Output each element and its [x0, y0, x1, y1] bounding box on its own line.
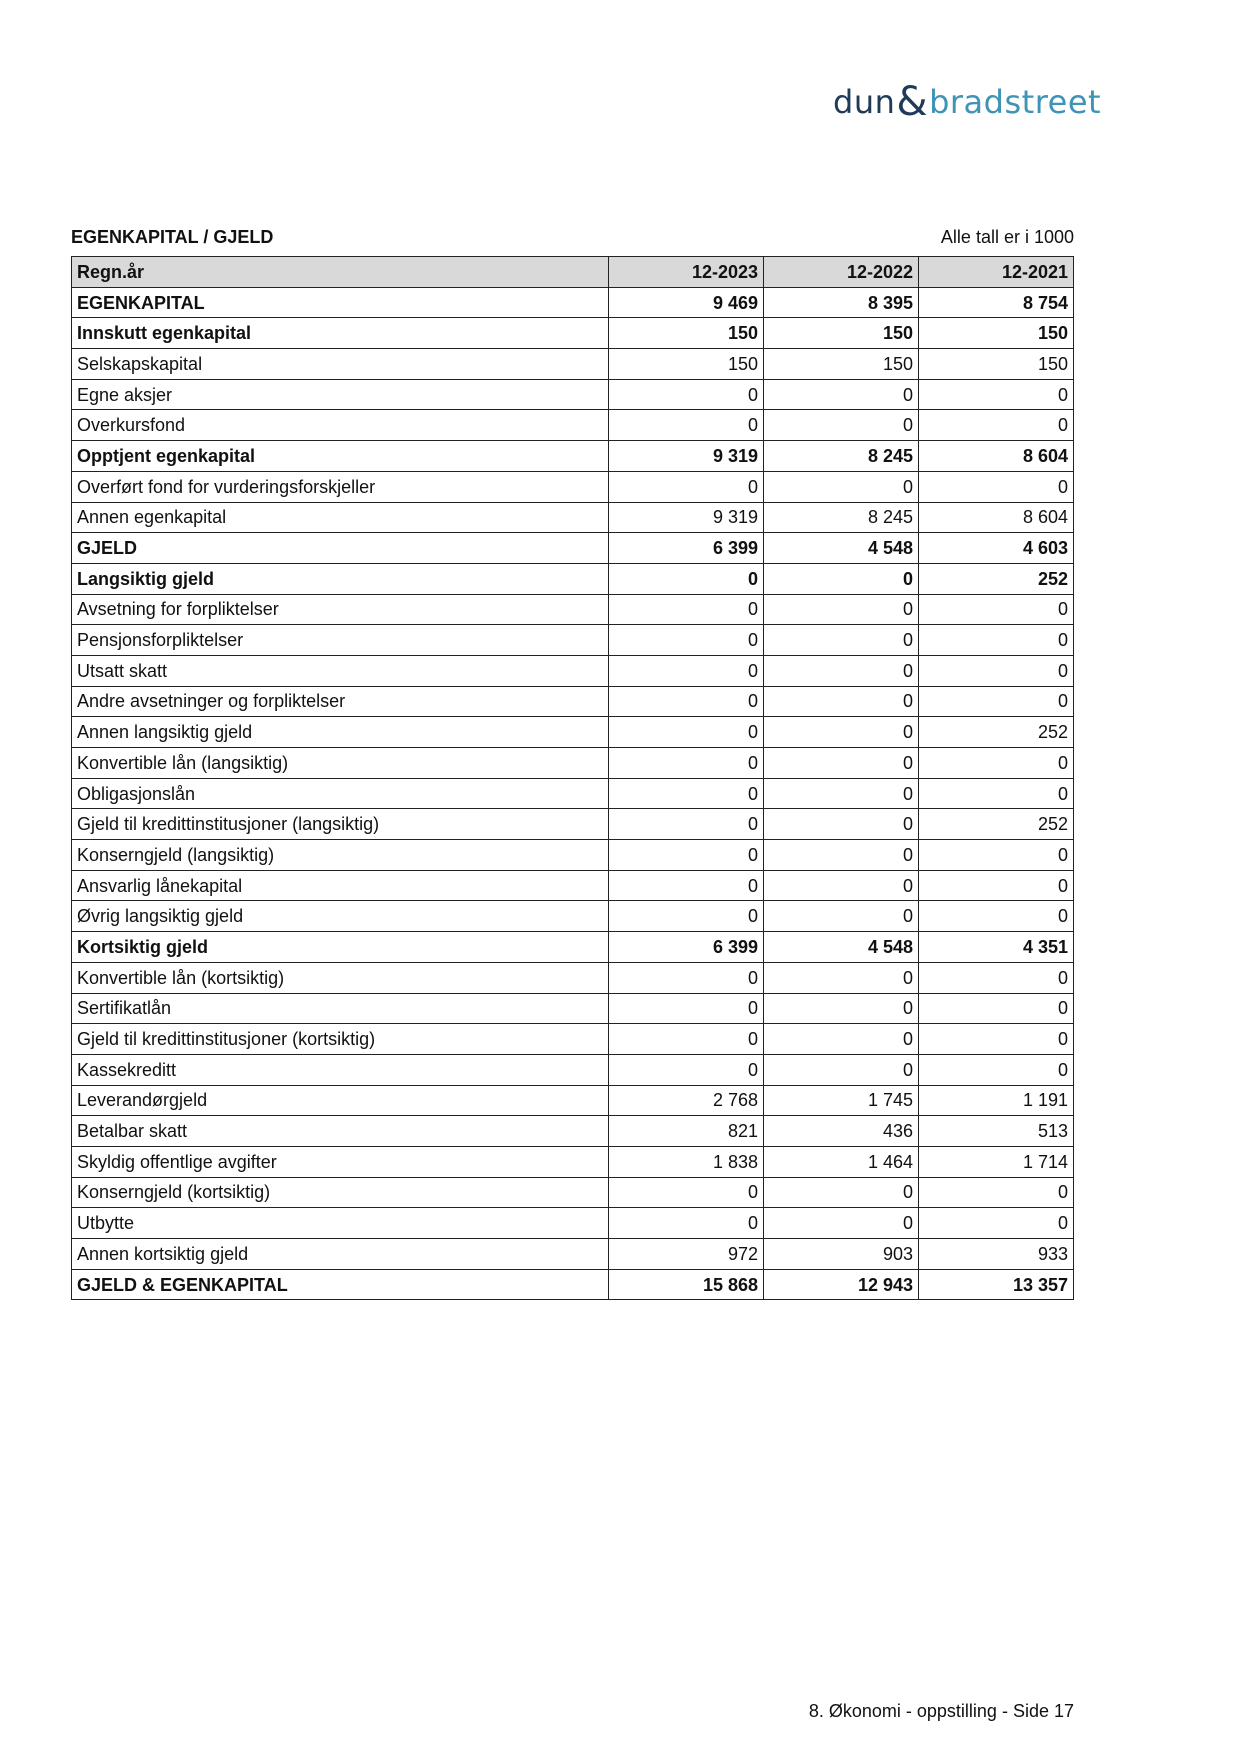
row-label: Utsatt skatt [72, 655, 609, 686]
row-value: 0 [609, 686, 764, 717]
row-label: Egne aksjer [72, 379, 609, 410]
table-row [72, 1269, 1074, 1300]
row-value: 0 [609, 778, 764, 809]
row-label: Selskapskapital [72, 349, 609, 380]
row-label: Kassekreditt [72, 1054, 609, 1085]
row-value: 0 [919, 594, 1074, 625]
row-label: Annen kortsiktig gjeld [72, 1239, 609, 1270]
row-value: 903 [764, 1239, 919, 1270]
row-value: 0 [919, 1177, 1074, 1208]
row-label: Avsetning for forpliktelser [72, 594, 609, 625]
row-value: 0 [609, 379, 764, 410]
row-value: 0 [764, 809, 919, 840]
table-row [72, 870, 1074, 901]
row-value: 0 [764, 840, 919, 871]
row-value: 0 [764, 748, 919, 779]
row-value: 8 245 [764, 502, 919, 533]
row-value: 0 [764, 1024, 919, 1055]
table-row [72, 625, 1074, 656]
table-header-row [72, 257, 1074, 288]
header-year-2021: 12-2021 [919, 257, 1074, 288]
row-value: 0 [609, 993, 764, 1024]
row-value: 0 [919, 655, 1074, 686]
table-row [72, 594, 1074, 625]
logo-text-bradstreet: bradstreet [929, 83, 1102, 121]
row-value: 0 [609, 625, 764, 656]
row-label: Utbytte [72, 1208, 609, 1239]
row-value: 8 604 [919, 441, 1074, 472]
row-value: 4 351 [919, 932, 1074, 963]
row-value: 15 868 [609, 1269, 764, 1300]
row-value: 933 [919, 1239, 1074, 1270]
row-value: 150 [919, 318, 1074, 349]
row-value: 0 [764, 625, 919, 656]
row-label: Konvertible lån (langsiktig) [72, 748, 609, 779]
row-label: Pensjonsforpliktelser [72, 625, 609, 656]
row-value: 436 [764, 1116, 919, 1147]
row-label: Leverandørgjeld [72, 1085, 609, 1116]
table-row [72, 1146, 1074, 1177]
table-row [72, 563, 1074, 594]
row-label: Overført fond for vurderingsforskjeller [72, 471, 609, 502]
row-value: 8 395 [764, 287, 919, 318]
table-row [72, 778, 1074, 809]
table-row [72, 840, 1074, 871]
row-value: 150 [609, 318, 764, 349]
table-row [72, 809, 1074, 840]
row-value: 4 548 [764, 533, 919, 564]
header-year-2023: 12-2023 [609, 257, 764, 288]
table-row [72, 410, 1074, 441]
row-value: 0 [609, 471, 764, 502]
table-row [72, 686, 1074, 717]
row-value: 1 191 [919, 1085, 1074, 1116]
row-value: 0 [764, 379, 919, 410]
table-row [72, 901, 1074, 932]
row-value: 12 943 [764, 1269, 919, 1300]
row-value: 0 [609, 1208, 764, 1239]
table-row [72, 471, 1074, 502]
row-label: Ansvarlig lånekapital [72, 870, 609, 901]
row-label: Kortsiktig gjeld [72, 932, 609, 963]
table-row [72, 1177, 1074, 1208]
row-value: 0 [609, 594, 764, 625]
row-value: 0 [764, 471, 919, 502]
table-row [72, 962, 1074, 993]
equity-liabilities-table [71, 256, 1074, 1300]
row-value: 0 [764, 1054, 919, 1085]
row-label: Konvertible lån (kortsiktig) [72, 962, 609, 993]
row-label: Gjeld til kredittinstitusjoner (kortsiktig) [72, 1024, 609, 1055]
section-title: EGENKAPITAL / GJELD [71, 227, 274, 247]
row-label: Opptjent egenkapital [72, 441, 609, 472]
row-label: Langsiktig gjeld [72, 563, 609, 594]
row-value: 8 604 [919, 502, 1074, 533]
row-value: 0 [919, 410, 1074, 441]
row-value: 0 [609, 717, 764, 748]
row-value: 0 [609, 410, 764, 441]
table-row [72, 993, 1074, 1024]
table-row [72, 441, 1074, 472]
table-row [72, 533, 1074, 564]
row-value: 0 [609, 901, 764, 932]
row-value: 6 399 [609, 932, 764, 963]
row-value: 0 [609, 1024, 764, 1055]
row-value: 150 [764, 318, 919, 349]
row-value: 8 754 [919, 287, 1074, 318]
row-value: 0 [919, 748, 1074, 779]
row-value: 0 [764, 870, 919, 901]
row-value: 150 [919, 349, 1074, 380]
row-value: 0 [764, 717, 919, 748]
table-row [72, 1054, 1074, 1085]
row-value: 9 469 [609, 287, 764, 318]
row-value: 0 [919, 993, 1074, 1024]
row-value: 0 [609, 840, 764, 871]
row-label: Overkursfond [72, 410, 609, 441]
row-value: 0 [764, 993, 919, 1024]
row-value: 1 714 [919, 1146, 1074, 1177]
row-value: 0 [919, 840, 1074, 871]
row-value: 0 [609, 1177, 764, 1208]
row-label: Skyldig offentlige avgifter [72, 1146, 609, 1177]
table-body [72, 287, 1074, 1300]
row-value: 1 838 [609, 1146, 764, 1177]
row-value: 0 [764, 410, 919, 441]
row-value: 0 [609, 748, 764, 779]
row-label: Innskutt egenkapital [72, 318, 609, 349]
row-value: 0 [919, 962, 1074, 993]
row-value: 0 [919, 1024, 1074, 1055]
row-label: GJELD [72, 533, 609, 564]
row-value: 0 [609, 962, 764, 993]
row-value: 0 [919, 1054, 1074, 1085]
row-value: 0 [764, 962, 919, 993]
row-value: 8 245 [764, 441, 919, 472]
row-label: EGENKAPITAL [72, 287, 609, 318]
row-value: 0 [919, 778, 1074, 809]
row-label: Sertifikatlån [72, 993, 609, 1024]
row-value: 150 [764, 349, 919, 380]
row-label: Øvrig langsiktig gjeld [72, 901, 609, 932]
row-value: 252 [919, 717, 1074, 748]
row-label: Annen langsiktig gjeld [72, 717, 609, 748]
row-value: 0 [764, 686, 919, 717]
row-value: 4 548 [764, 932, 919, 963]
row-value: 0 [609, 1054, 764, 1085]
row-value: 0 [764, 655, 919, 686]
row-value: 0 [919, 870, 1074, 901]
table-row [72, 717, 1074, 748]
row-value: 4 603 [919, 533, 1074, 564]
table-row [72, 932, 1074, 963]
row-label: Annen egenkapital [72, 502, 609, 533]
table-row [72, 1116, 1074, 1147]
row-value: 0 [764, 1208, 919, 1239]
header-label: Regn.år [72, 257, 609, 288]
row-value: 252 [919, 809, 1074, 840]
row-value: 0 [764, 594, 919, 625]
table-row [72, 1208, 1074, 1239]
row-value: 2 768 [609, 1085, 764, 1116]
row-value: 0 [609, 870, 764, 901]
row-label: Betalbar skatt [72, 1116, 609, 1147]
row-value: 0 [919, 471, 1074, 502]
row-value: 0 [764, 778, 919, 809]
logo-text-dun: dun [833, 83, 896, 121]
row-value: 821 [609, 1116, 764, 1147]
table-row [72, 349, 1074, 380]
row-value: 0 [764, 563, 919, 594]
row-value: 252 [919, 563, 1074, 594]
row-value: 0 [919, 1208, 1074, 1239]
table-row [72, 1085, 1074, 1116]
row-label: GJELD & EGENKAPITAL [72, 1269, 609, 1300]
table-row [72, 748, 1074, 779]
row-value: 1 745 [764, 1085, 919, 1116]
dun-bradstreet-logo [833, 79, 1102, 125]
row-label: Gjeld til kredittinstitusjoner (langsiktig) [72, 809, 609, 840]
row-value: 0 [764, 901, 919, 932]
row-value: 0 [609, 809, 764, 840]
row-value: 0 [609, 563, 764, 594]
table-row [72, 1024, 1074, 1055]
row-value: 150 [609, 349, 764, 380]
logo-ampersand: & [896, 79, 929, 125]
row-value: 513 [919, 1116, 1074, 1147]
header-year-2022: 12-2022 [764, 257, 919, 288]
row-value: 0 [609, 655, 764, 686]
table-row [72, 1239, 1074, 1270]
row-value: 0 [919, 686, 1074, 717]
unit-note: Alle tall er i 1000 [940, 227, 1074, 247]
row-label: Konserngjeld (kortsiktig) [72, 1177, 609, 1208]
row-value: 0 [919, 901, 1074, 932]
row-label: Andre avsetninger og forpliktelser [72, 686, 609, 717]
row-value: 9 319 [609, 441, 764, 472]
row-value: 972 [609, 1239, 764, 1270]
row-value: 13 357 [919, 1269, 1074, 1300]
row-value: 6 399 [609, 533, 764, 564]
table-row [72, 655, 1074, 686]
page-footer: 8. Økonomi - oppstilling - Side 17 [808, 1701, 1074, 1721]
table-row [72, 379, 1074, 410]
table-row [72, 287, 1074, 318]
row-value: 0 [919, 379, 1074, 410]
row-value: 0 [764, 1177, 919, 1208]
row-value: 9 319 [609, 502, 764, 533]
row-value: 0 [919, 625, 1074, 656]
row-label: Obligasjonslån [72, 778, 609, 809]
table-row [72, 318, 1074, 349]
row-value: 1 464 [764, 1146, 919, 1177]
row-label: Konserngjeld (langsiktig) [72, 840, 609, 871]
table-row [72, 502, 1074, 533]
